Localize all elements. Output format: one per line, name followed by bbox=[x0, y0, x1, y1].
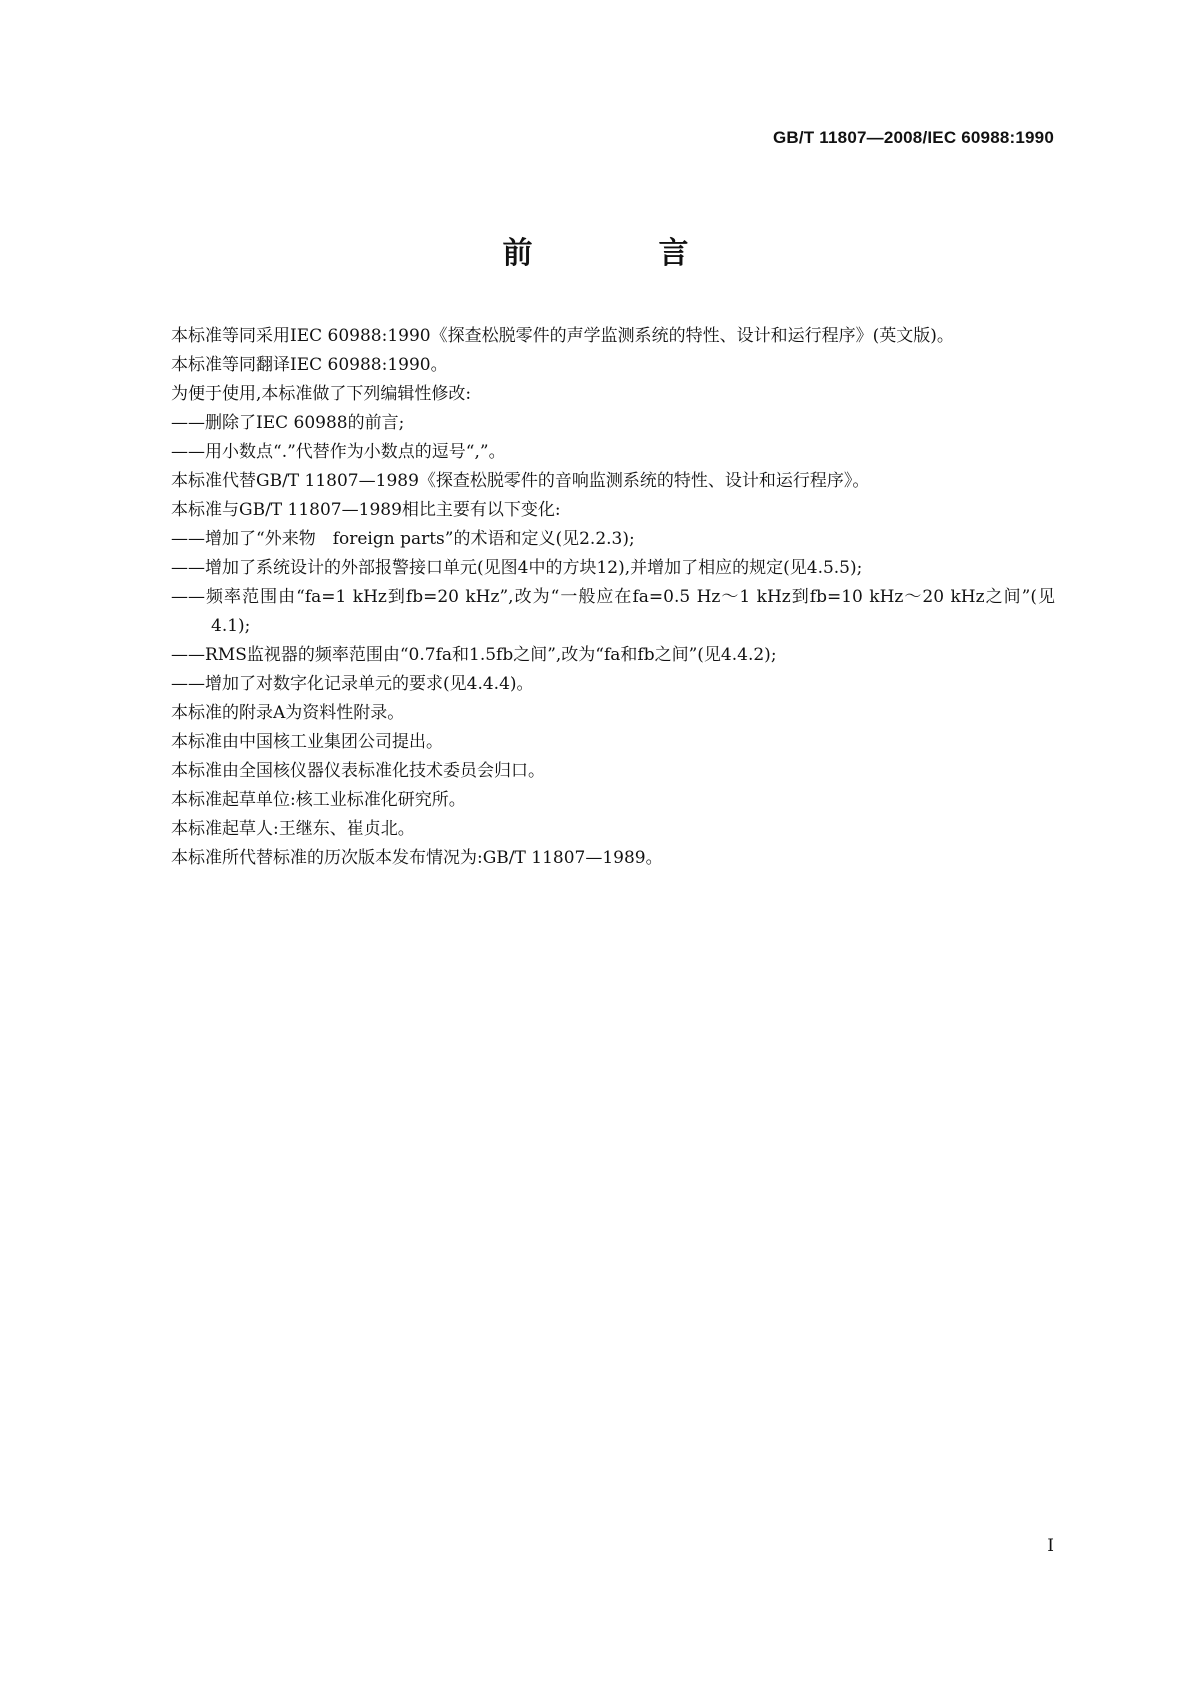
paragraph-replaces: 本标准代替GB/T 11807—1989《探查松脱零件的音响监测系统的特性、设计和运行程序》。 bbox=[171, 471, 870, 491]
paragraph-previous-editions: 本标准所代替标准的历次版本发布情况为:GB/T 11807—1989。 bbox=[171, 848, 663, 868]
change-item-rms-monitor: ——RMS监视器的频率范围由“0.7fa和1.5fb之间”,改为“fa和fb之间”(见4.4.2); bbox=[171, 645, 777, 665]
paragraph-drafting-unit: 本标准起草单位:核工业标准化研究所。 bbox=[171, 790, 466, 810]
standard-code-header: GB/T 11807—2008/IEC 60988:1990 bbox=[772, 128, 1054, 147]
edit-item-decimal-point: ——用小数点“.”代替作为小数点的逗号“,”。 bbox=[171, 442, 506, 462]
paragraph-proposed-by: 本标准由中国核工业集团公司提出。 bbox=[171, 732, 443, 752]
paragraph-annex: 本标准的附录A为资料性附录。 bbox=[171, 703, 405, 723]
edit-item-remove-foreword: ——删除了IEC 60988的前言; bbox=[171, 413, 405, 433]
paragraph-edits-intro: 为便于使用,本标准做了下列编辑性修改: bbox=[171, 384, 472, 404]
paragraph-translation: 本标准等同翻译IEC 60988:1990。 bbox=[171, 355, 448, 375]
foreword-body bbox=[137, 322, 1055, 873]
paragraph-drafters: 本标准起草人:王继东、崔贞北。 bbox=[171, 819, 415, 839]
change-item-alarm-interface: ——增加了系统设计的外部报警接口单元(见图4中的方块12),并增加了相应的规定(见4.5.5); bbox=[171, 558, 863, 578]
paragraph-adoption: 本标准等同采用IEC 60988:1990《探查松脱零件的声学监测系统的特性、设计和运行程序》(英文版)。 bbox=[171, 326, 954, 346]
page-number: I bbox=[1047, 1536, 1054, 1556]
page-title: 前 言 bbox=[502, 236, 737, 271]
change-item-foreign-parts: ——增加了“外来物 foreign parts”的术语和定义(见2.2.3); bbox=[171, 529, 635, 549]
paragraph-changes-intro: 本标准与GB/T 11807—1989相比主要有以下变化: bbox=[171, 500, 561, 520]
change-item-frequency-range: ——频率范围由“fa=1 kHz到fb=20 kHz”,改为“一般应在fa=0.5 Hz～1 kHz到fb=10 kHz～20 kHz之间”(见4.1); bbox=[171, 587, 1055, 636]
change-item-digital-recording: ——增加了对数字化记录单元的要求(见4.4.4)。 bbox=[171, 674, 534, 694]
paragraph-centralized-by: 本标准由全国核仪器仪表标准化技术委员会归口。 bbox=[171, 761, 545, 781]
